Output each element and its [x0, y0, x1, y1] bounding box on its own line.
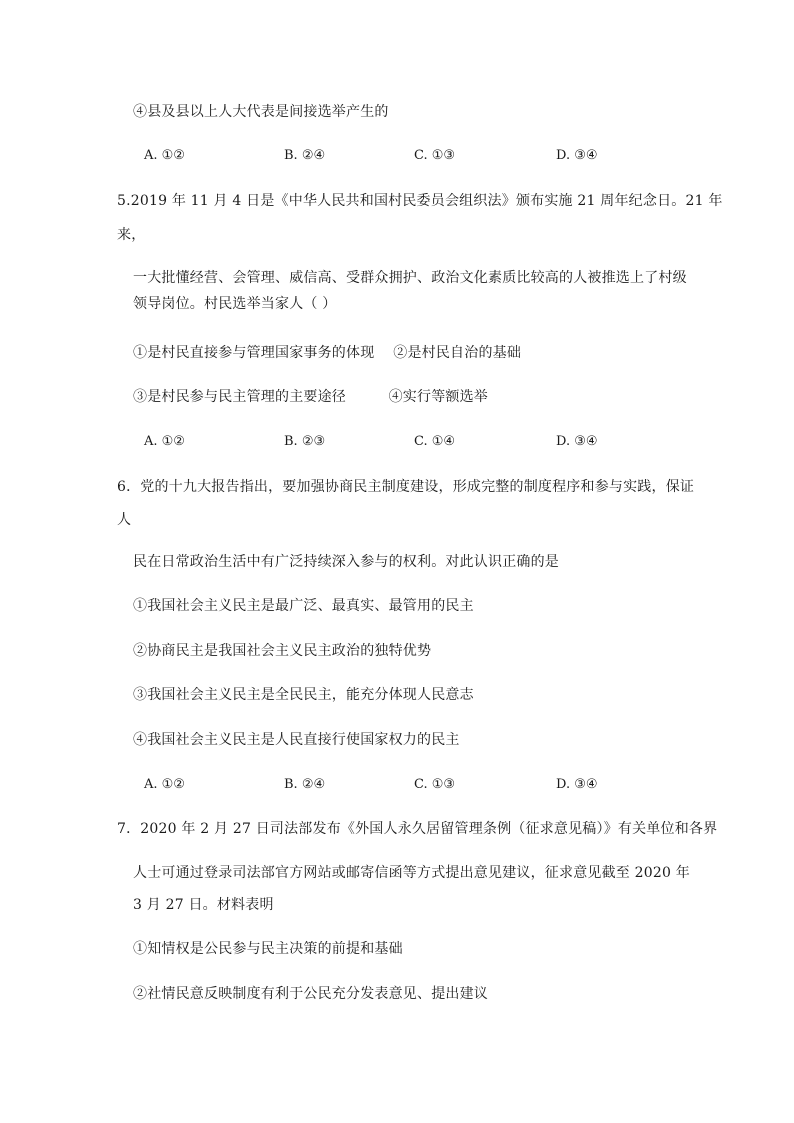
q6-option-a: A. ①②: [144, 777, 185, 792]
q5-option-c: C. ①④: [414, 434, 456, 449]
q4-option-b: B. ②④: [284, 148, 326, 163]
q6-stem-line-2: 人: [117, 512, 132, 528]
q5-stem-line-2: 来，: [117, 227, 146, 243]
q4-item-4: ④县及县以上人大代表是间接选举产生的: [133, 104, 389, 120]
q6-item-3: ③我国社会主义民主是全民民主，能充分体现人民意志: [133, 687, 474, 703]
q7-item-1: ①知情权是公民参与民主决策的前提和基础: [133, 941, 403, 957]
q6-stem-line-3: 民在日常政治生活中有广泛持续深入参与的权利。对此认识正确的是: [133, 554, 559, 570]
q5-stem-line-3: 一大批懂经营、会管理、威信高、受群众拥护、政治文化素质比较高的人被推选上了村级: [133, 270, 687, 286]
q7-stem-line-2: 人士可通过登录司法部官方网站或邮寄信函等方式提出意见建议，征求意见截至 2020 年: [133, 865, 690, 881]
q5-stem-line-1: 5.2019 年 11 月 4 日是《中华人民共和国村民委员会组织法》颁布实施 21 周年纪念日。21 年: [117, 193, 723, 209]
q7-item-2: ②社情民意反映制度有利于公民充分发表意见、提出建议: [133, 986, 488, 1002]
q5-items-row-2: ③是村民参与民主管理的主要途径 ④实行等额选举: [133, 389, 488, 405]
q4-option-c: C. ①③: [414, 148, 456, 163]
q6-option-c: C. ①③: [414, 777, 456, 792]
q5-option-a: A. ①②: [144, 434, 185, 449]
q7-stem-line-3: 3 月 27 日。材料表明: [133, 897, 274, 913]
q6-item-1: ①我国社会主义民主是最广泛、最真实、最管用的民主: [133, 598, 474, 614]
q7-stem-line-1: 7．2020 年 2 月 27 日司法部发布《外国人永久居留管理条例（征求意见稿）》有关单位和各界: [117, 821, 718, 837]
q6-option-d: D. ③④: [556, 777, 598, 792]
q4-option-d: D. ③④: [556, 148, 598, 163]
q6-option-b: B. ②④: [284, 777, 326, 792]
q5-option-d: D. ③④: [556, 434, 598, 449]
q4-option-a: A. ①②: [144, 148, 185, 163]
q6-item-4: ④我国社会主义民主是人民直接行使国家权力的民主: [133, 732, 460, 748]
q5-option-b: B. ②③: [284, 434, 326, 449]
q5-stem-line-4: 领导岗位。村民选举当家人（ ）: [133, 296, 337, 312]
q6-item-2: ②协商民主是我国社会主义民主政治的独特优势: [133, 643, 432, 659]
q5-items-row-1: ①是村民直接参与管理国家事务的体现 ②是村民自治的基础: [133, 345, 522, 361]
q6-stem-line-1: 6．党的十九大报告指出，要加强协商民主制度建设，形成完整的制度程序和参与实践，保证: [117, 479, 695, 495]
